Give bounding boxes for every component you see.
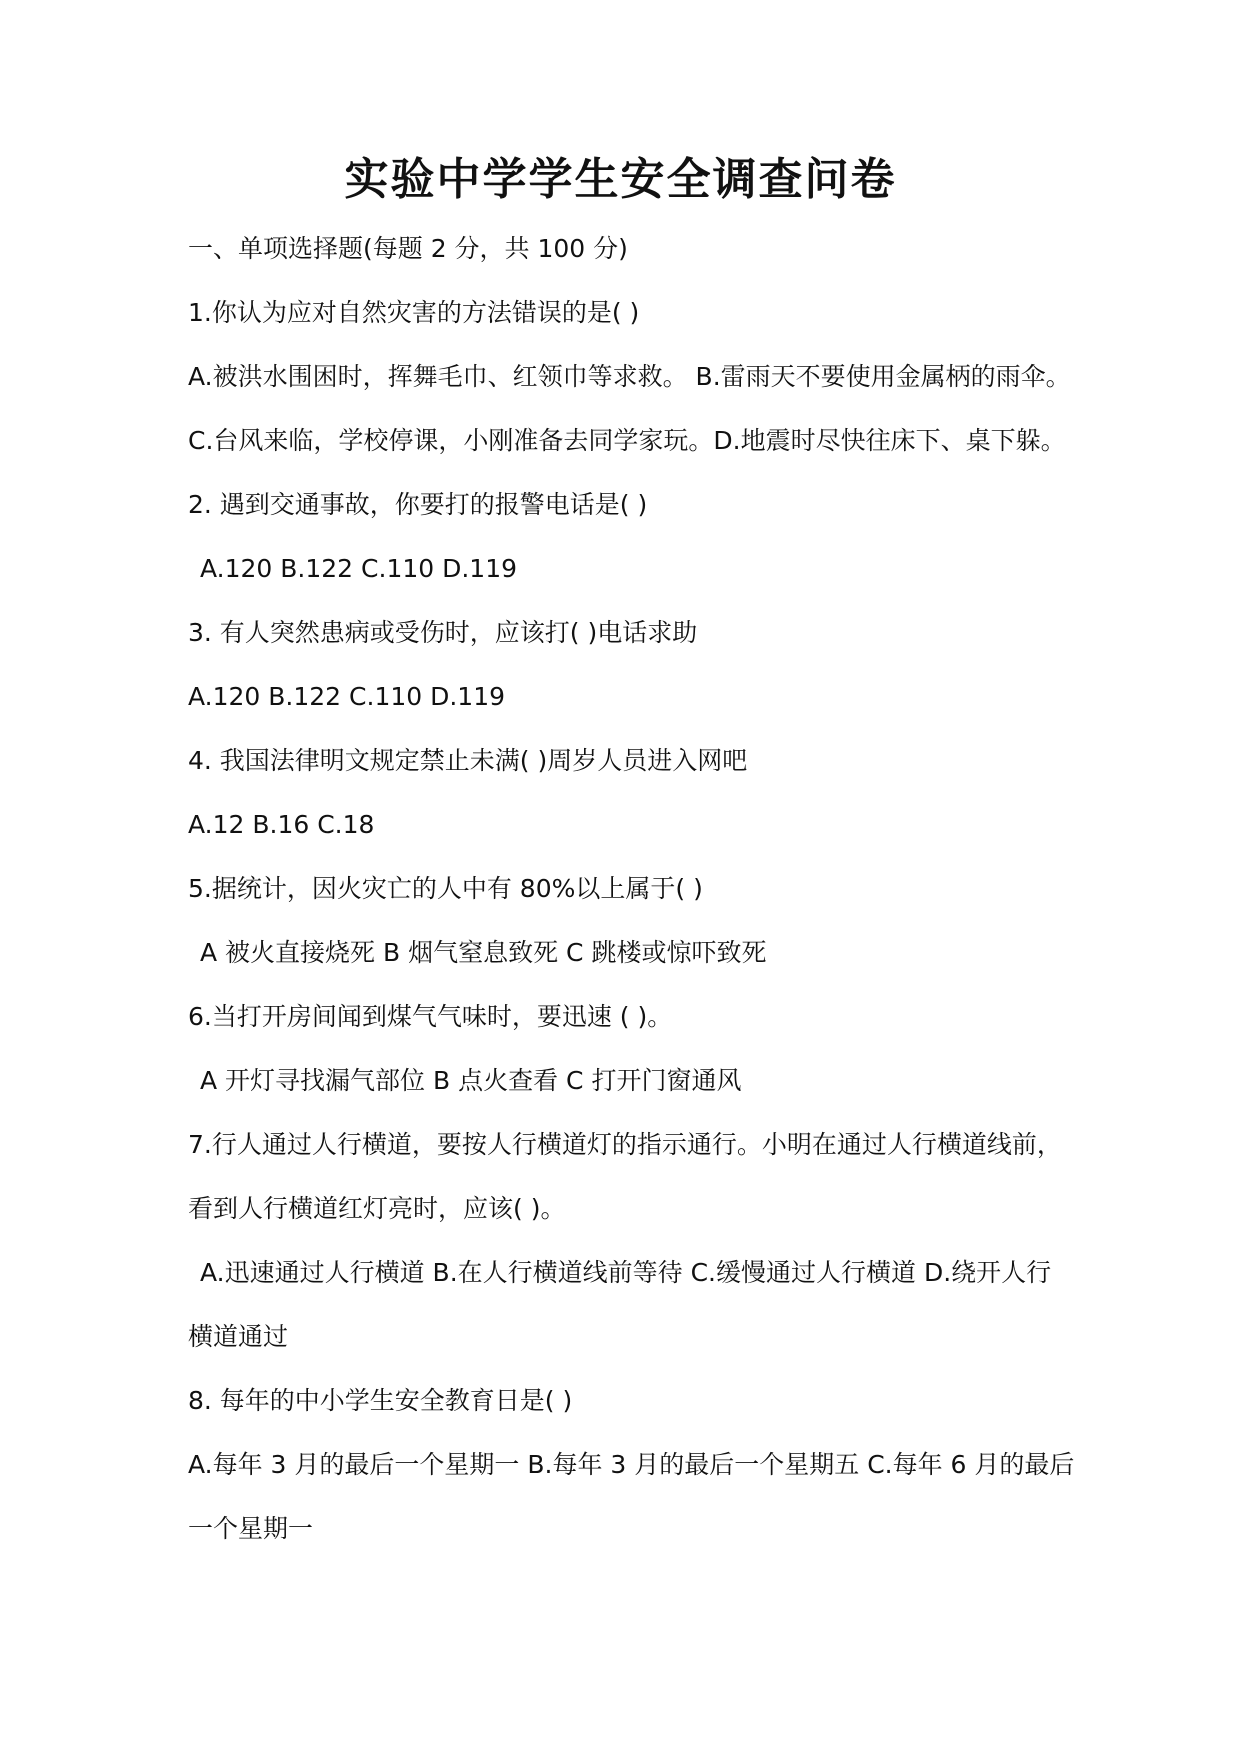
question-2-options: A.120 B.122 C.110 D.119 — [200, 554, 518, 583]
section-heading: 一、单项选择题(每题 2 分，共 100 分) — [188, 234, 628, 263]
question-6-options: A 开灯寻找漏气部位 B 点火查看 C 打开门窗通风 — [200, 1066, 742, 1095]
page-title: 实验中学学生安全调查问卷 — [344, 154, 897, 205]
question-3-options: A.120 B.122 C.110 D.119 — [188, 682, 506, 711]
question-1-options-line-2: C.台风来临，学校停课，小刚准备去同学家玩。D.地震时尽快往床下、桌下躲。 — [188, 426, 1066, 455]
question-1-options-line-1: A.被洪水围困时，挥舞毛巾、红领巾等求救。 B.雷雨天不要使用金属柄的雨伞。 — [188, 362, 1071, 391]
question-1: 1.你认为应对自然灾害的方法错误的是( ) — [188, 298, 640, 327]
question-4: 4. 我国法律明文规定禁止未满( )周岁人员进入网吧 — [188, 746, 748, 775]
question-7-line-2: 看到人行横道红灯亮时，应该( )。 — [188, 1194, 566, 1223]
question-3: 3. 有人突然患病或受伤时，应该打( )电话求助 — [188, 618, 698, 647]
question-7-options-line-1: A.迅速通过人行横道 B.在人行横道线前等待 C.缓慢通过人行横道 D.绕开人行 — [200, 1258, 1052, 1287]
question-7-options-line-2: 横道通过 — [188, 1322, 289, 1351]
question-2: 2. 遇到交通事故，你要打的报警电话是( ) — [188, 490, 648, 519]
question-5-options: A 被火直接烧死 B 烟气窒息致死 C 跳楼或惊吓致死 — [200, 938, 767, 967]
question-4-options: A.12 B.16 C.18 — [188, 810, 375, 839]
question-8: 8. 每年的中小学生安全教育日是( ) — [188, 1386, 573, 1415]
question-8-options-line-1: A.每年 3 月的最后一个星期一 B.每年 3 月的最后一个星期五 C.每年 6 月的最后 — [188, 1450, 1075, 1479]
question-7-line-1: 7.行人通过人行横道，要按人行横道灯的指示通行。小明在通过人行横道线前， — [188, 1130, 1062, 1159]
question-6: 6.当打开房间闻到煤气气味时，要迅速 ( )。 — [188, 1002, 673, 1031]
question-5: 5.据统计，因火灾亡的人中有 80%以上属于( ) — [188, 874, 703, 903]
question-8-options-line-2: 一个星期一 — [188, 1514, 314, 1543]
